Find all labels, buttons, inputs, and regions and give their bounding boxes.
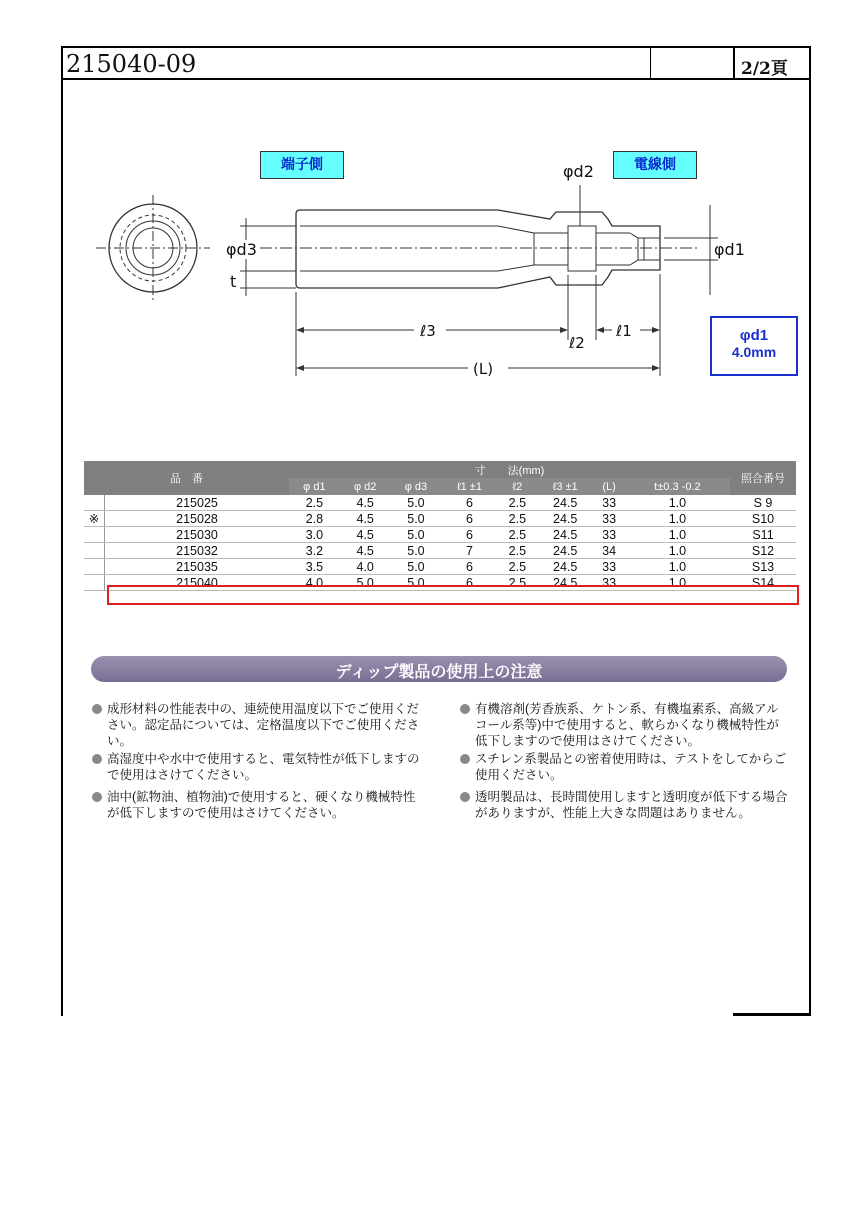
col-header-ref: 照合番号	[730, 461, 796, 495]
notice-item: 油中(鉱物油、植物油)で使用すると、硬くなり機械特性が低下しますので使用はさけてください。	[92, 789, 422, 821]
col-subheader: ℓ2	[498, 478, 537, 495]
dim-label-t: t	[230, 272, 237, 291]
dim-label-l1: ℓ1	[616, 322, 632, 340]
row-mark	[84, 559, 105, 575]
row-mark	[84, 495, 105, 511]
cell-d3: 5.0	[391, 527, 442, 543]
col-subheader: ℓ1 ±1	[441, 478, 497, 495]
cell-d1: 3.2	[289, 543, 340, 559]
cell-l3: 24.5	[537, 495, 593, 511]
col-subheader: t±0.3 -0.2	[625, 478, 730, 495]
cell-l2: 2.5	[498, 527, 537, 543]
cell-l2: 2.5	[498, 559, 537, 575]
cell-l1: 6	[441, 511, 497, 527]
cell-l3: 24.5	[537, 575, 593, 591]
part-number: 215030	[105, 527, 290, 543]
cell-t: 1.0	[625, 495, 730, 511]
cell-ref: S12	[730, 543, 796, 559]
cell-d2: 4.5	[340, 495, 391, 511]
cell-d1: 2.5	[289, 495, 340, 511]
doc-code: 215040-09	[66, 50, 197, 78]
notice-item: 高湿度中や水中で使用すると、電気特性が低下しますので使用はさけてください。	[92, 751, 422, 783]
col-header-dims: 寸 法(mm)	[289, 461, 730, 478]
cell-ref: S 9	[730, 495, 796, 511]
cell-l3: 24.5	[537, 543, 593, 559]
d1-spec-box	[710, 316, 798, 376]
dim-label-d3: φd3	[226, 240, 257, 259]
d1-spec-value: 4.0mm	[731, 344, 777, 360]
terminal-side-label: 端子側	[260, 151, 344, 179]
cell-l1: 6	[441, 559, 497, 575]
cell-l2: 2.5	[498, 543, 537, 559]
cell-d2: 5.0	[340, 575, 391, 591]
cell-l3: 24.5	[537, 527, 593, 543]
cell-ref: S13	[730, 559, 796, 575]
part-number: 215040	[105, 575, 290, 591]
notice-item: 成形材料の性能表中の、連続使用温度以下でご使用ください。認定品については、定格温度以下でご使用ください。	[92, 701, 422, 749]
part-number: 215035	[105, 559, 290, 575]
table-row	[84, 527, 796, 543]
frame-bottom-mark	[733, 1013, 811, 1016]
cell-ref: S10	[730, 511, 796, 527]
cell-d2: 4.5	[340, 527, 391, 543]
table-row	[84, 559, 796, 575]
row-mark	[84, 543, 105, 559]
cell-l2: 2.5	[498, 495, 537, 511]
cell-d3: 5.0	[391, 543, 442, 559]
cell-l: 33	[593, 575, 624, 591]
cell-d2: 4.5	[340, 543, 391, 559]
table-row	[84, 511, 796, 527]
col-subheader: (L)	[593, 478, 624, 495]
cell-l: 33	[593, 527, 624, 543]
dim-label-l2: ℓ2	[569, 334, 585, 352]
cell-l2: 2.5	[498, 511, 537, 527]
row-mark: ※	[84, 511, 105, 527]
cell-d2: 4.5	[340, 511, 391, 527]
cell-l: 33	[593, 511, 624, 527]
bullet-icon	[460, 754, 470, 764]
cell-d3: 5.0	[391, 559, 442, 575]
highlight-row-215040	[107, 585, 799, 605]
col-subheader: φ d1	[289, 478, 340, 495]
cell-l: 33	[593, 495, 624, 511]
row-mark	[84, 527, 105, 543]
cell-d1: 2.8	[289, 511, 340, 527]
notice-title: ディップ製品の使用上の注意	[335, 664, 543, 681]
cell-l3: 24.5	[537, 559, 593, 575]
cell-d1: 3.5	[289, 559, 340, 575]
cell-t: 1.0	[625, 575, 730, 591]
table-row	[84, 543, 796, 559]
cell-d1: 4.0	[289, 575, 340, 591]
spec-table	[84, 461, 796, 591]
cell-t: 1.0	[625, 511, 730, 527]
d1-spec-label: φd1	[739, 327, 769, 344]
notice-item: 透明製品は、長時間使用しますと透明度が低下する場合がありますが、性能上大きな問題はありません。	[460, 789, 790, 821]
cell-l1: 6	[441, 575, 497, 591]
notice-item: スチレン系製品との密着使用時は、テストをしてからご使用ください。	[460, 751, 790, 783]
part-number: 215032	[105, 543, 290, 559]
wire-side-label: 電線側	[613, 151, 697, 179]
bullet-icon	[92, 704, 102, 714]
cell-l2: 2.5	[498, 575, 537, 591]
cell-l3: 24.5	[537, 511, 593, 527]
row-mark	[84, 575, 105, 591]
dim-label-L: (L)	[473, 360, 494, 378]
cell-d2: 4.0	[340, 559, 391, 575]
cell-t: 1.0	[625, 559, 730, 575]
cell-d3: 5.0	[391, 495, 442, 511]
bullet-icon	[92, 754, 102, 764]
cell-d1: 3.0	[289, 527, 340, 543]
col-header-part: 品 番	[84, 461, 289, 495]
cell-ref: S11	[730, 527, 796, 543]
cell-d3: 5.0	[391, 575, 442, 591]
cell-l1: 7	[441, 543, 497, 559]
dim-label-d2: φd2	[563, 162, 594, 181]
cell-t: 1.0	[625, 527, 730, 543]
cell-t: 1.0	[625, 543, 730, 559]
col-subheader: φ d2	[340, 478, 391, 495]
bullet-icon	[460, 704, 470, 714]
dim-label-d1: φd1	[714, 240, 745, 259]
col-subheader: φ d3	[391, 478, 442, 495]
col-subheader: ℓ3 ±1	[537, 478, 593, 495]
cell-ref: S14	[730, 575, 796, 591]
cell-l1: 6	[441, 495, 497, 511]
cell-l: 33	[593, 559, 624, 575]
cell-l1: 6	[441, 527, 497, 543]
table-row	[84, 495, 796, 511]
cell-l: 34	[593, 543, 624, 559]
bullet-icon	[92, 792, 102, 802]
bullet-icon	[460, 792, 470, 802]
part-number: 215028	[105, 511, 290, 527]
page-number: 2/2頁	[741, 59, 788, 79]
part-number: 215025	[105, 495, 290, 511]
dim-label-l3: ℓ3	[420, 322, 436, 340]
cell-d3: 5.0	[391, 511, 442, 527]
notice-item: 有機溶剤(芳香族系、ケトン系、有機塩素系、高級アルコール系等)中で使用すると、軟らかくなり機械特性が低下しますので使用はさけてください。	[460, 701, 790, 749]
notice-banner	[91, 656, 787, 682]
